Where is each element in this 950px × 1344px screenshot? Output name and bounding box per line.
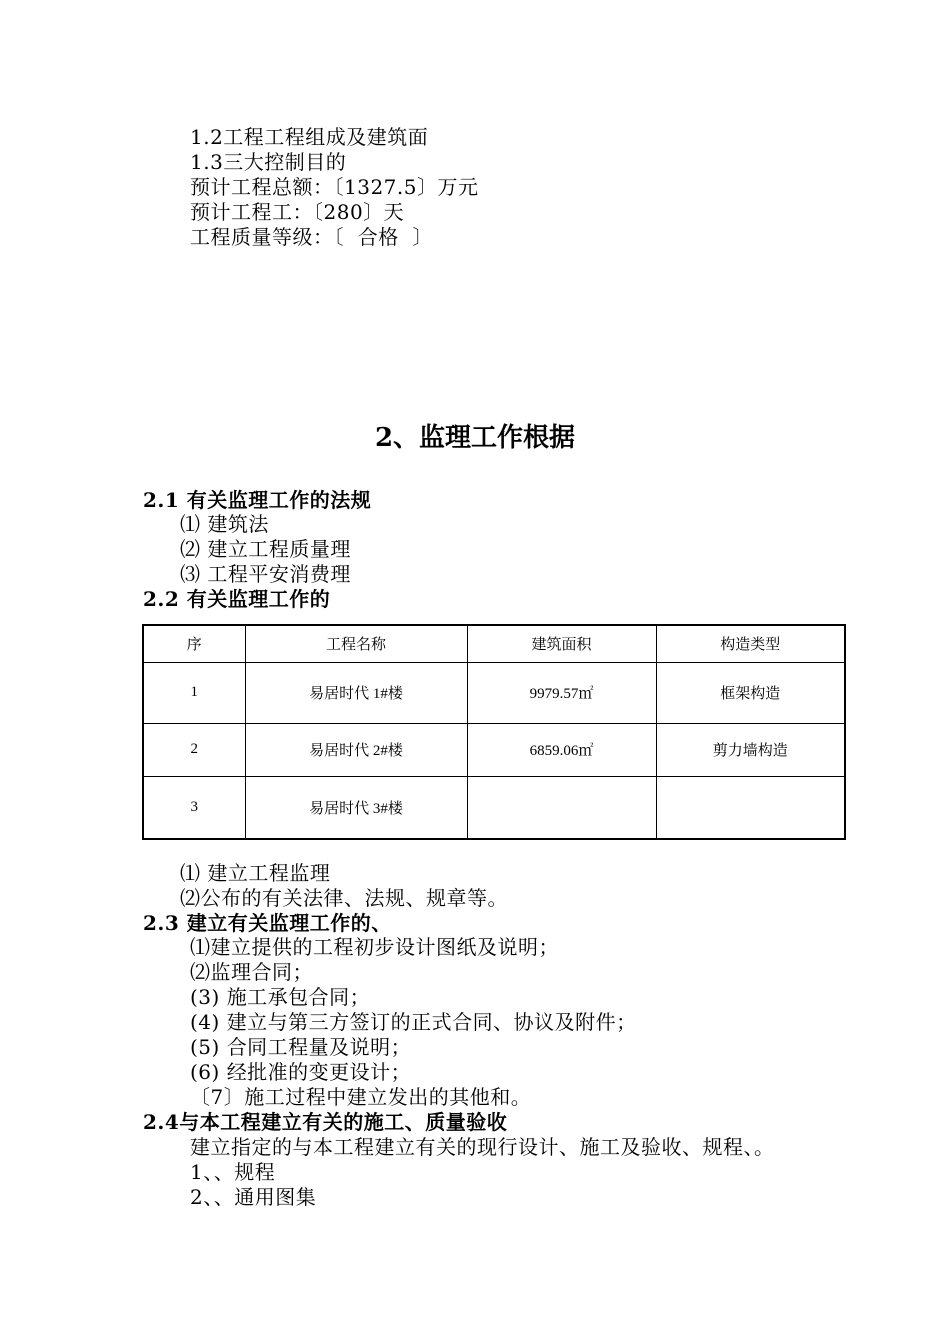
table-cell: 易居时代 1#楼 bbox=[245, 662, 467, 723]
overview-line: 预计工程工：〔280〕天 bbox=[190, 200, 405, 224]
list-item: ⑵监理合同； bbox=[190, 960, 313, 984]
table-header-cell: 建筑面积 bbox=[467, 625, 656, 662]
project-table bbox=[142, 624, 846, 840]
list-item: ⑵公布的有关法律、法规、规章等。 bbox=[180, 886, 508, 910]
overview-line: 1.3三大控制目的 bbox=[190, 150, 347, 174]
list-item: ⑶ 工程平安消费理 bbox=[180, 562, 351, 586]
list-item: ⑴建立提供的工程初步设计图纸及说明； bbox=[190, 935, 559, 959]
list-item: 1、、规程 bbox=[190, 1160, 276, 1184]
list-item: (3) 施工承包合同； bbox=[190, 985, 371, 1009]
table-header-cell: 工程名称 bbox=[245, 625, 467, 662]
table-cell: 剪力墙构造 bbox=[656, 723, 845, 776]
table-header-row bbox=[143, 625, 845, 662]
table-header-cell: 序 bbox=[143, 625, 245, 662]
table-row bbox=[143, 776, 845, 839]
overview-line: 工程质量等级：〔 合格 〕 bbox=[190, 225, 433, 249]
table-cell: 9979.57㎡ bbox=[467, 662, 656, 723]
overview-line: 预计工程总额：〔1327.5〕万元 bbox=[190, 175, 479, 199]
table-cell: 3 bbox=[143, 776, 245, 839]
table-cell: 2 bbox=[143, 723, 245, 776]
list-item: 〔7〕施工过程中建立发出的其他和。 bbox=[190, 1085, 532, 1109]
subsection-heading: 2.3 建立有关监理工作的、 bbox=[143, 911, 392, 935]
list-item: ⑴ 建筑法 bbox=[180, 512, 269, 536]
table-cell: 易居时代 2#楼 bbox=[245, 723, 467, 776]
subsection-heading: 2.1 有关监理工作的法规 bbox=[143, 488, 372, 512]
table-cell: 框架构造 bbox=[656, 662, 845, 723]
table-row bbox=[143, 662, 845, 723]
list-item: (4) 建立与第三方签订的正式合同、协议及附件； bbox=[190, 1010, 637, 1034]
list-item: (6) 经批准的变更设计； bbox=[190, 1060, 412, 1084]
section-title: 2、监理工作根据 bbox=[374, 423, 576, 453]
table-cell bbox=[656, 776, 845, 839]
list-item: (5) 合同工程量及说明； bbox=[190, 1035, 412, 1059]
table-cell: 6859.06㎡ bbox=[467, 723, 656, 776]
subsection-heading: 2.4与本工程建立有关的施工、质量验收 bbox=[143, 1110, 508, 1134]
list-item: ⑵ 建立工程质量理 bbox=[180, 537, 351, 561]
list-item: 2、、通用图集 bbox=[190, 1185, 317, 1209]
table-cell: 易居时代 3#楼 bbox=[245, 776, 467, 839]
table-cell: 1 bbox=[143, 662, 245, 723]
paragraph: 建立指定的与本工程建立有关的现行设计、施工及验收、规程、。 bbox=[190, 1135, 775, 1159]
table-row bbox=[143, 723, 845, 776]
table-header-cell: 构造类型 bbox=[656, 625, 845, 662]
overview-line: 1.2工程工程组成及建筑面 bbox=[190, 125, 429, 149]
list-item: ⑴ 建立工程监理 bbox=[180, 861, 331, 885]
subsection-heading: 2.2 有关监理工作的 bbox=[143, 587, 331, 611]
table-cell bbox=[467, 776, 656, 839]
